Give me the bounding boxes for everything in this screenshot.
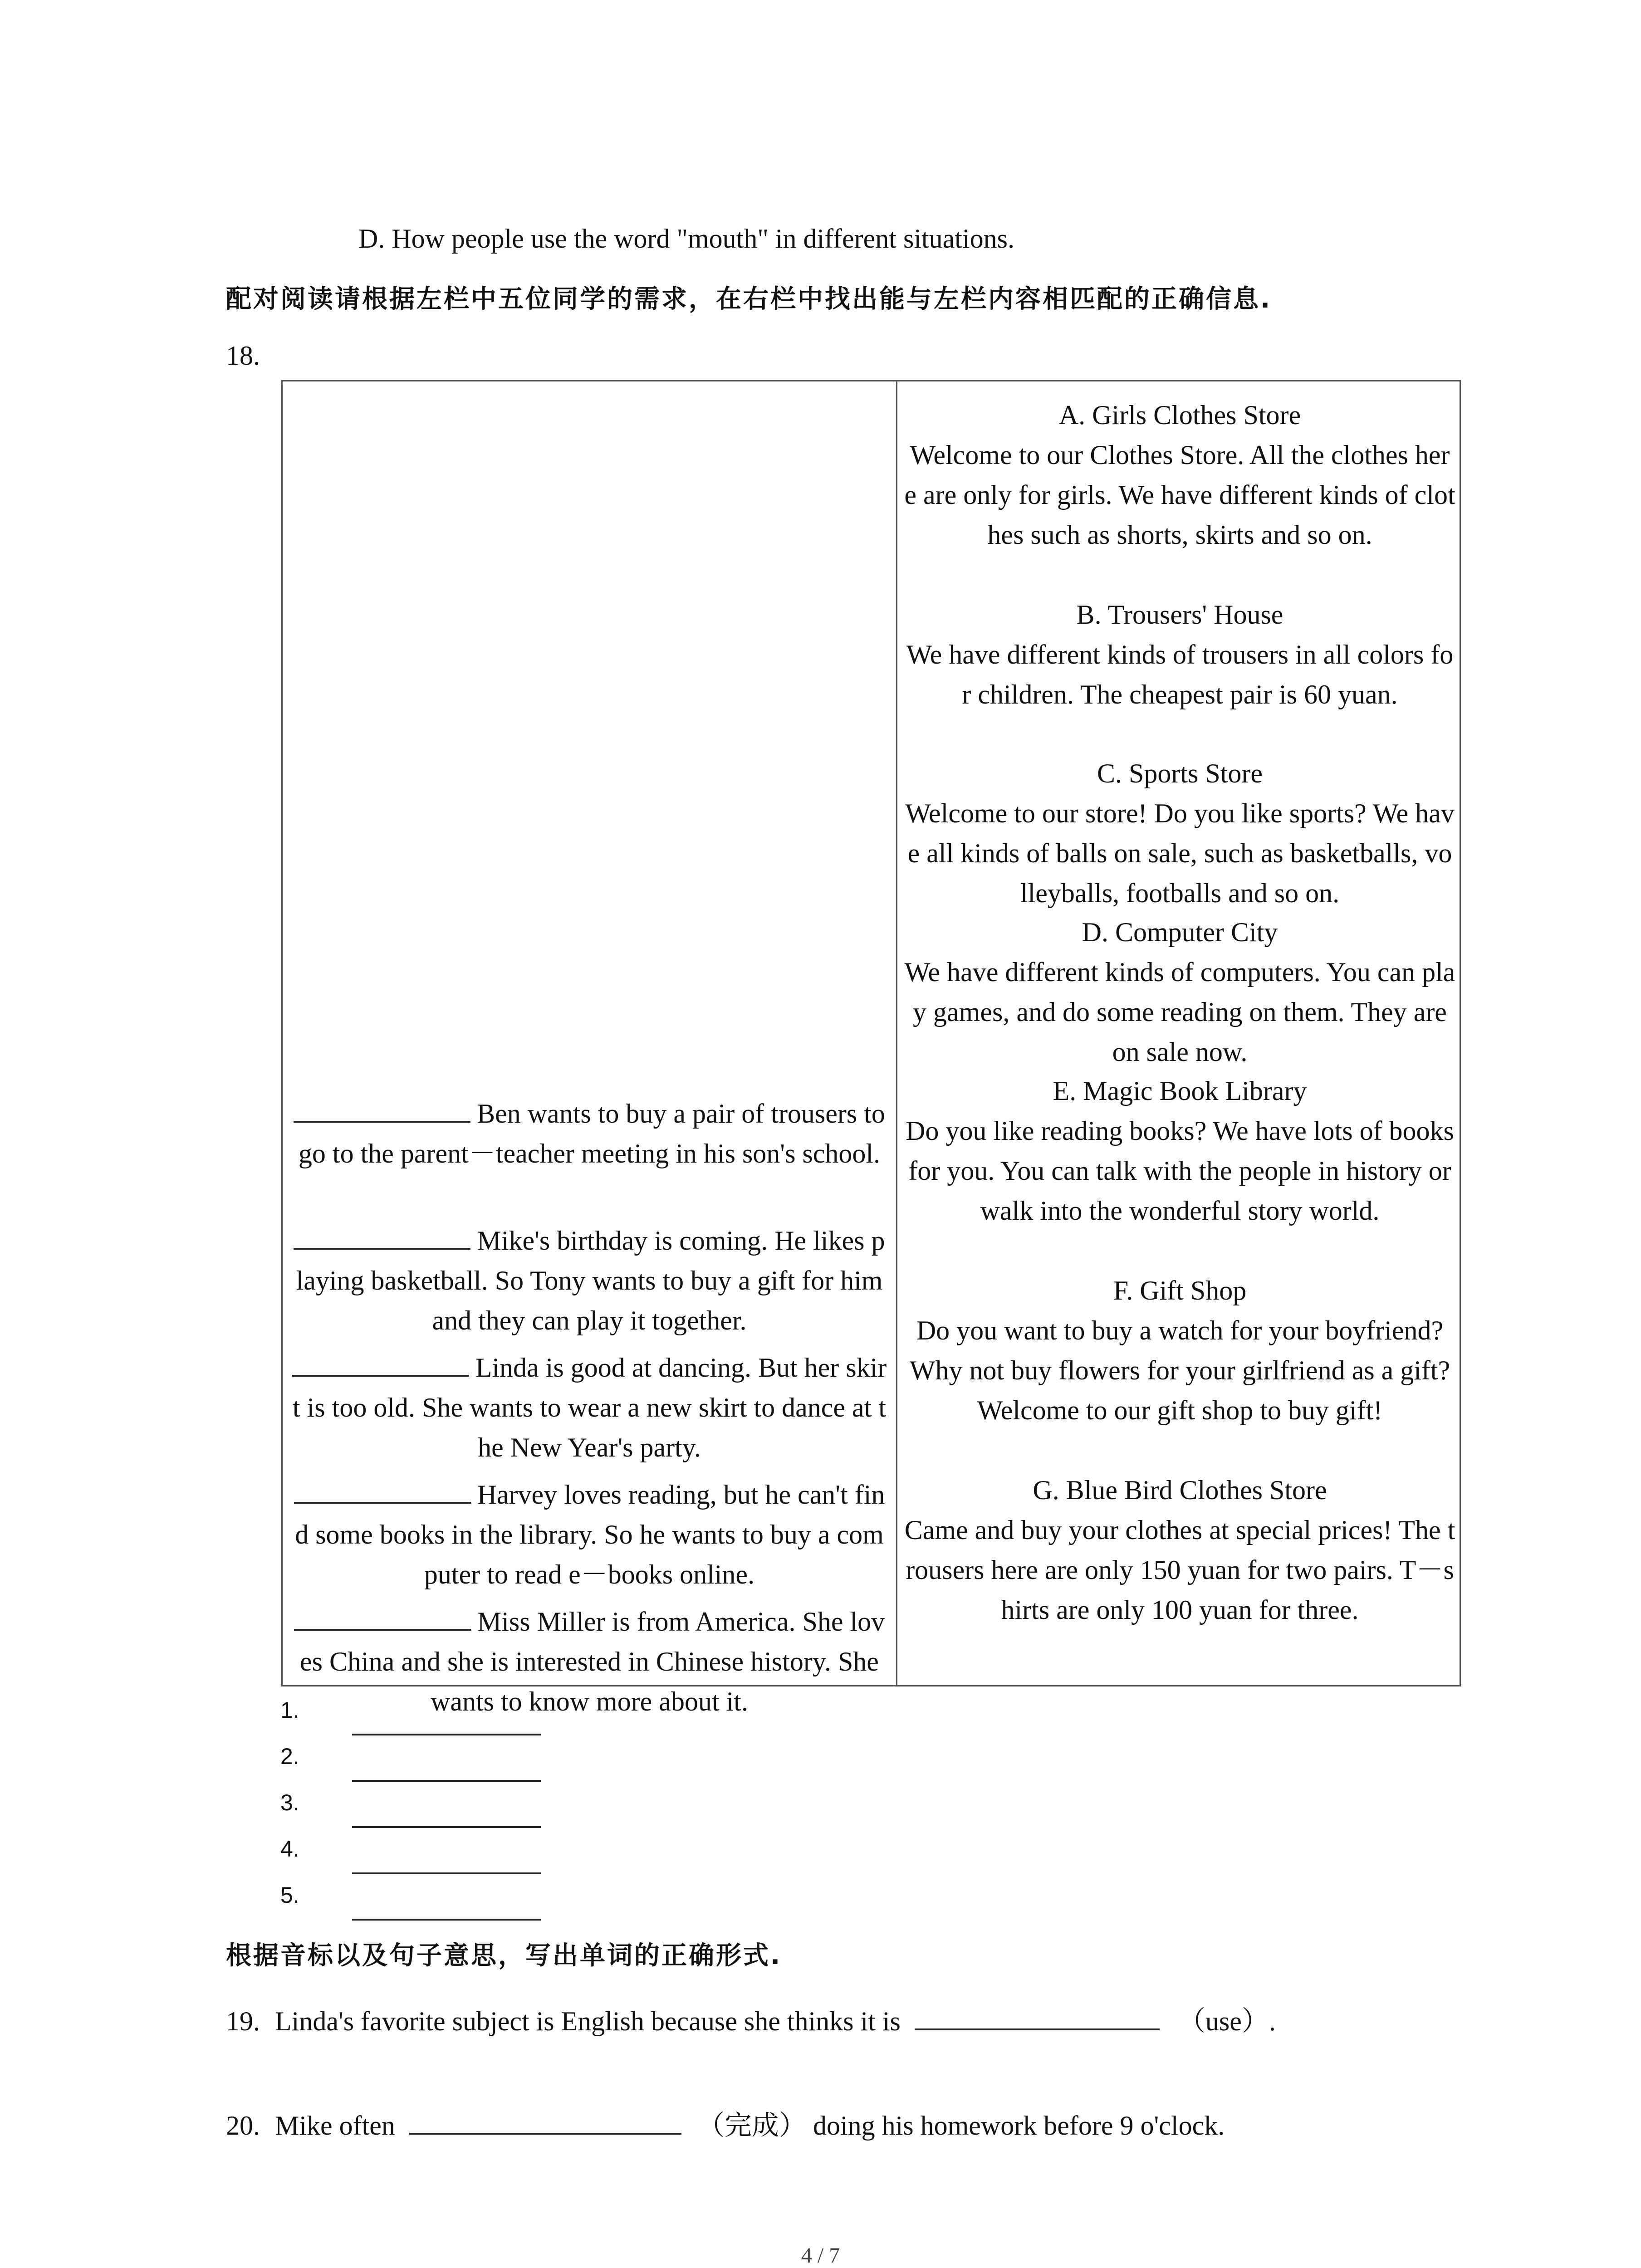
question-text: Mike often — [275, 2111, 395, 2141]
store-desc: Do you want to buy a watch for your boyfriend? Why not buy flowers for your girlfriend as a gift? Welcome to our gift shop to buy gift! — [909, 1315, 1450, 1425]
answer-field-2[interactable] — [352, 1780, 541, 1782]
store-title: B. Trousers' House — [1076, 600, 1283, 630]
answer-field-1[interactable] — [352, 1734, 541, 1735]
page-number: 4 / 7 — [801, 2244, 840, 2268]
answer-field-5[interactable] — [352, 1919, 541, 1921]
answer-blank-19[interactable] — [915, 2000, 1160, 2030]
need-item-4: Harvey loves reading, but he can't find some books in the library. So he wants to buy a computer to read e－books online. — [292, 1475, 887, 1594]
store-title: A. Girls Clothes Store — [1058, 400, 1301, 430]
store-desc: We have different kinds of trousers in all colors for children. The cheapest pair is 60 yuan. — [906, 640, 1454, 709]
need-blank-4[interactable] — [294, 1476, 471, 1504]
question-19 — [226, 2000, 1276, 2041]
need-blank-5[interactable] — [294, 1603, 471, 1631]
need-item-2: Mike's birthday is coming. He likes playing basketball. So Tony wants to buy a gift for him and they can play it together. — [292, 1221, 887, 1340]
stores-column — [904, 381, 1455, 1685]
need-blank-1[interactable] — [294, 1095, 470, 1123]
store-d — [904, 912, 1455, 1072]
word-form-instruction: 根据音标以及句子意思，写出单词的正确形式. — [226, 1941, 782, 1970]
question-number: 19. — [226, 2006, 260, 2036]
store-desc: Do you like reading books? We have lots of books for you. You can talk with the people in history or walk into the wonderful story world. — [906, 1116, 1454, 1226]
store-desc: We have different kinds of computers. You can play games, and do some reading on them. They are on sale now. — [904, 957, 1455, 1067]
store-title: C. Sports Store — [1097, 758, 1263, 788]
option-d: D. How people use the word "mouth" in different situations. — [358, 224, 1014, 254]
question-20 — [226, 2105, 1225, 2146]
need-item-5: Miss Miller is from America. She loves China and she is interested in Chinese history. She wants to know more about it. — [292, 1602, 887, 1721]
word-hint: （完成） — [697, 2111, 806, 2141]
matching-table — [281, 380, 1461, 1716]
store-desc: Came and buy your clothes at special prices! The trousers here are only 150 yuan for two pairs. T－shirts are only 100 yuan for three. — [904, 1515, 1455, 1625]
question-tail: doing his homework before 9 o'clock. — [813, 2111, 1225, 2141]
store-f — [904, 1271, 1455, 1430]
column-divider — [896, 381, 897, 1685]
question-number-18: 18. — [226, 341, 260, 371]
need-item-3: Linda is good at dancing. But her skirt is too old. She wants to wear a new skirt to dance at the New Year's party. — [292, 1348, 887, 1467]
answer-label-2: 2. — [280, 1744, 299, 1769]
need-blank-3[interactable] — [292, 1349, 469, 1377]
needs-column — [292, 381, 887, 1716]
store-title: F. Gift Shop — [1113, 1276, 1247, 1305]
need-item-1: Ben wants to buy a pair of trousers to go to the parent－teacher meeting in his son's school. — [292, 1094, 887, 1173]
question-text: Linda's favorite subject is English because she thinks it is — [275, 2006, 901, 2036]
answer-label-4: 4. — [280, 1836, 299, 1862]
store-title: E. Magic Book Library — [1053, 1076, 1307, 1106]
matching-instruction: 配对阅读请根据左栏中五位同学的需求，在右栏中找出能与左栏内容相匹配的正确信息. — [226, 284, 1272, 314]
answer-field-4[interactable] — [352, 1872, 541, 1874]
word-hint: （use）. — [1178, 2006, 1276, 2036]
answer-field-3[interactable] — [352, 1826, 541, 1828]
need-blank-2[interactable] — [294, 1222, 470, 1250]
store-c — [904, 753, 1455, 913]
store-g — [904, 1470, 1455, 1630]
answer-blank-20[interactable] — [409, 2105, 681, 2135]
store-e — [904, 1071, 1455, 1231]
question-number: 20. — [226, 2111, 260, 2141]
answer-label-5: 5. — [280, 1882, 299, 1908]
store-desc: Welcome to our store! Do you like sports? We have all kinds of balls on sale, such as basketballs, volleyballs, footballs and so on. — [905, 798, 1455, 908]
store-title: D. Computer City — [1082, 917, 1278, 947]
store-a — [904, 395, 1455, 555]
store-title: G. Blue Bird Clothes Store — [1033, 1475, 1327, 1505]
answer-label-3: 3. — [280, 1790, 299, 1815]
store-desc: Welcome to our Clothes Store. All the clothes here are only for girls. We have different kinds of clothes such as shorts, skirts and so on. — [904, 440, 1455, 550]
answer-label-1: 1. — [280, 1697, 299, 1723]
store-b — [904, 595, 1455, 714]
